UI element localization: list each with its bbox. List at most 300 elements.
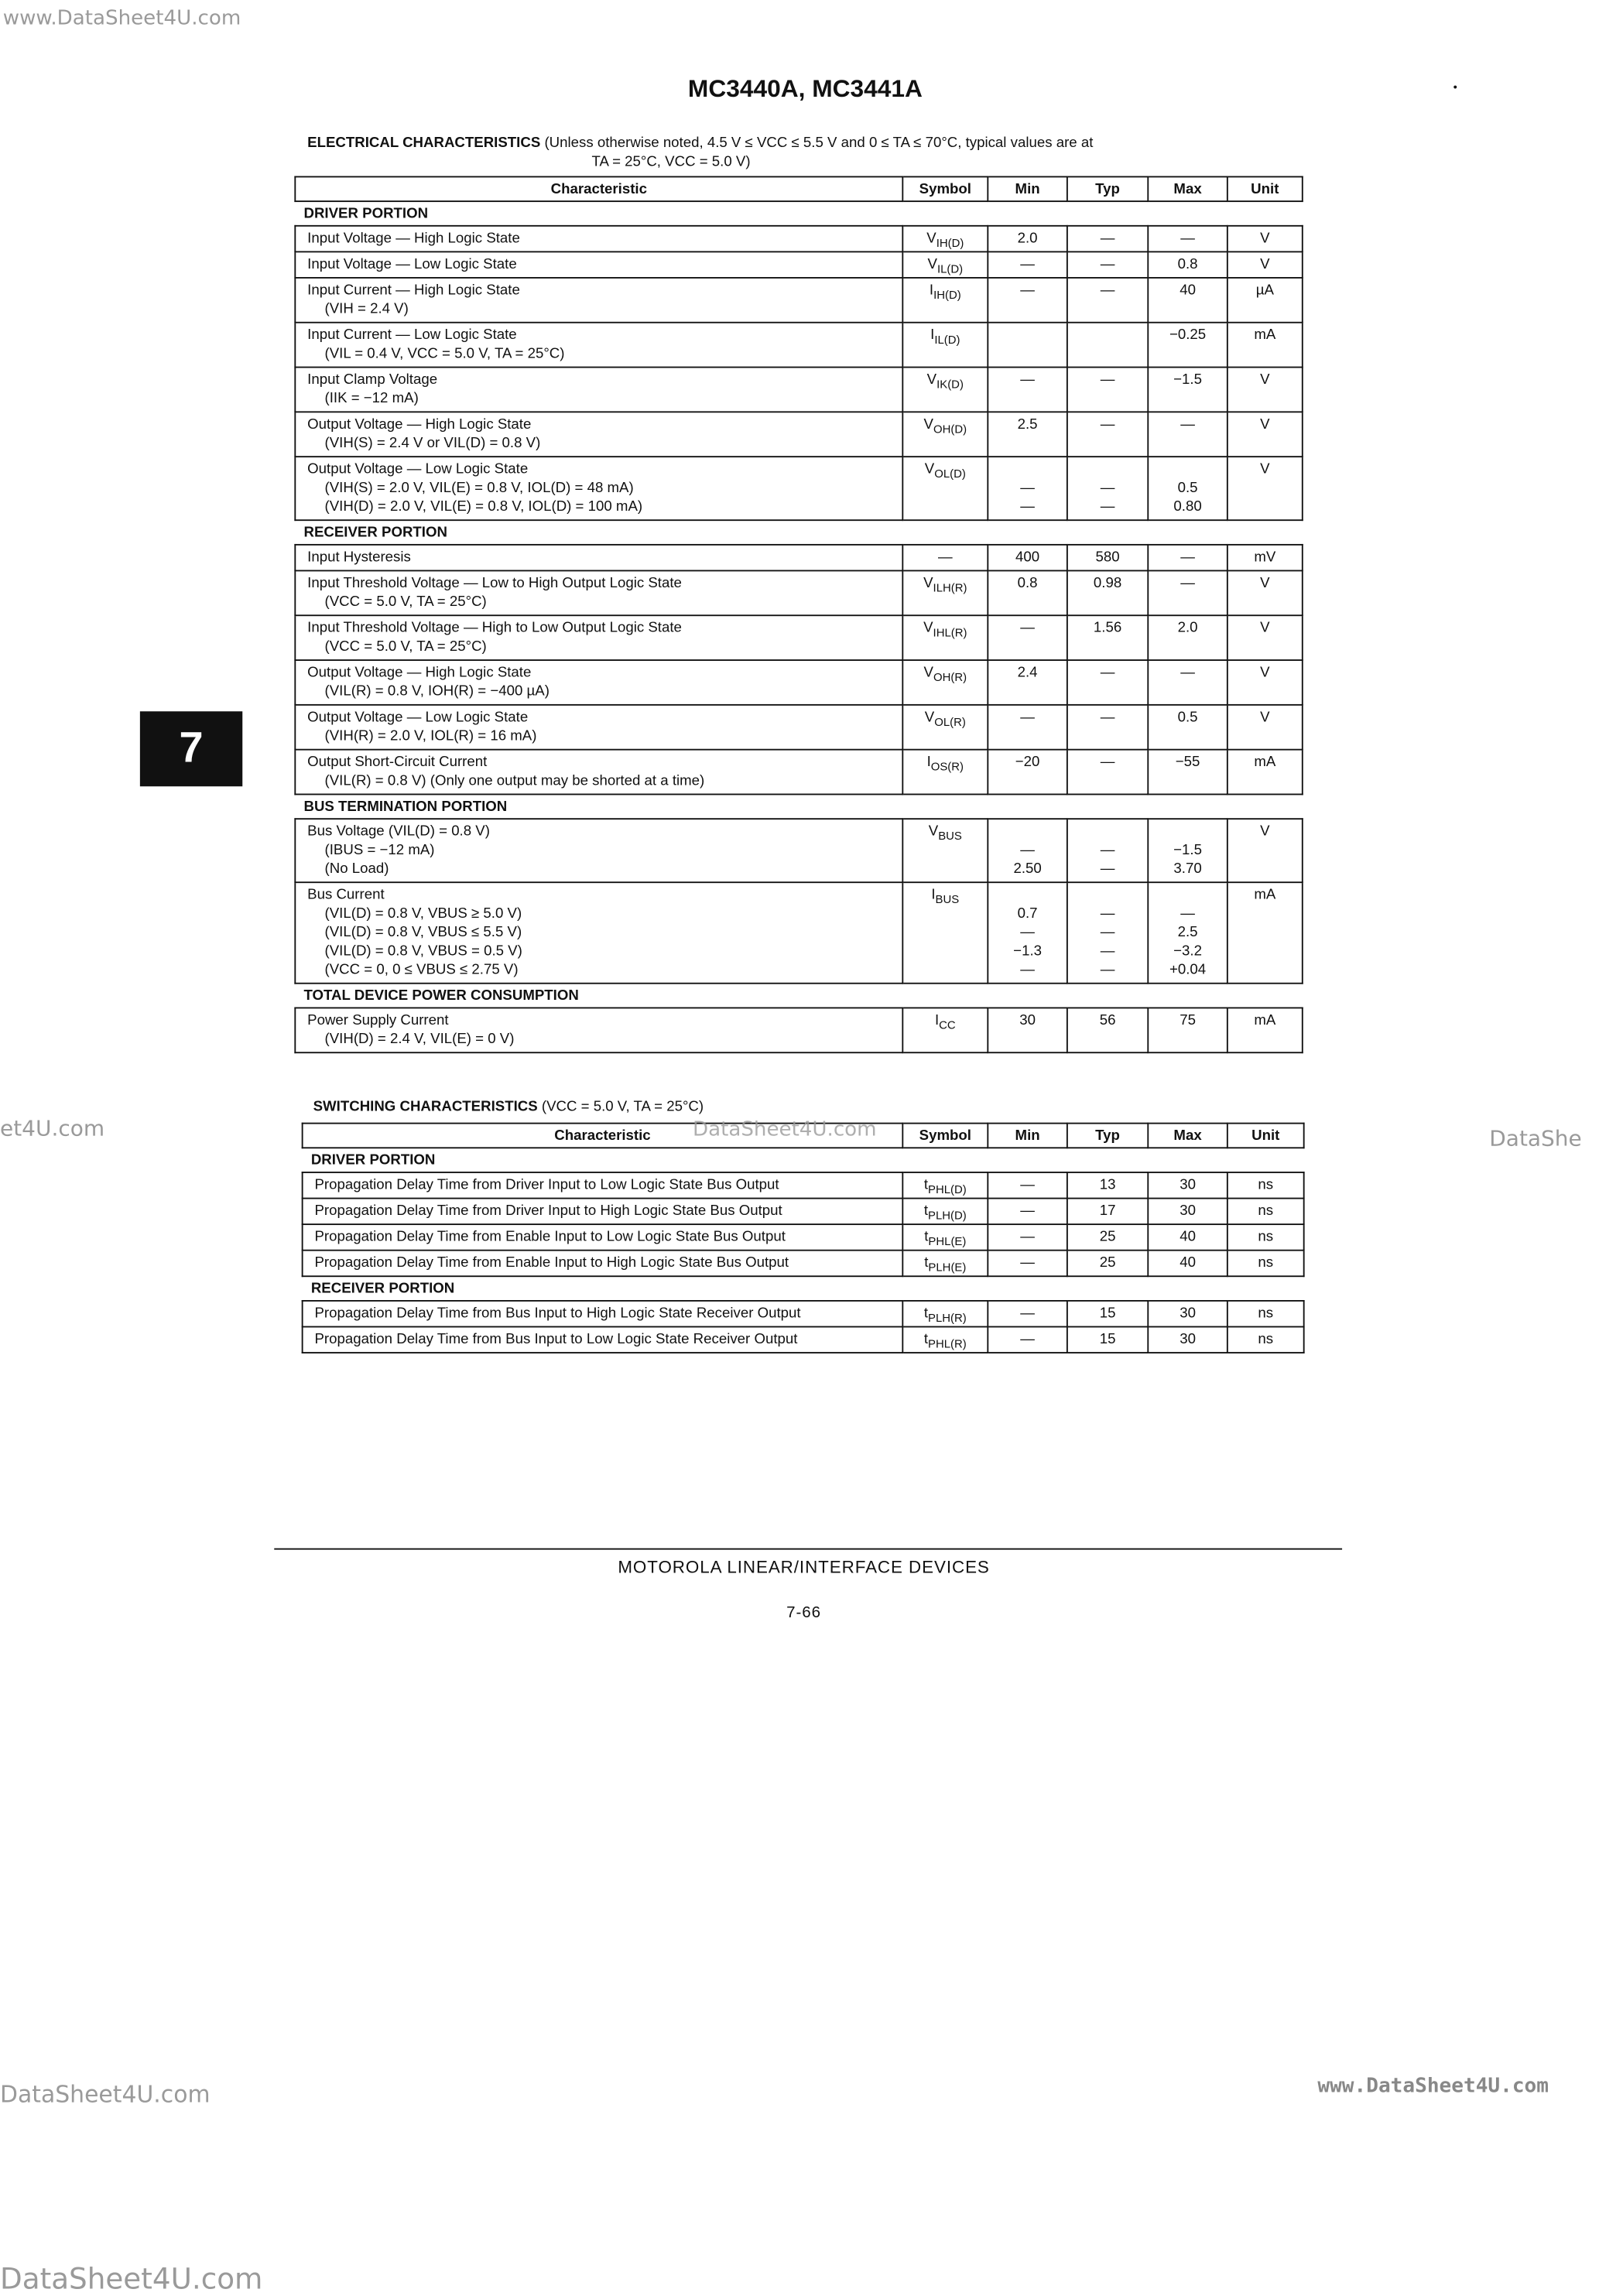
table-row [295,750,1302,795]
typ-value: — [1100,905,1115,922]
test-condition: (VIH(R) = 2.0 V, IOL(R) = 16 mA) [324,728,537,745]
max-value: — [1180,231,1195,247]
characteristic-cell [295,412,902,457]
symbol-base: I [931,887,936,904]
typ-cell [1067,1251,1148,1277]
column-header: Unit [1227,176,1303,201]
unit-cell: ns [1227,1199,1304,1225]
unit-cell: V [1227,457,1303,520]
symbol-cell [902,1224,988,1251]
typ-cell [1067,882,1148,984]
characteristic-name: Input Threshold Voltage — High to Low Output Logic State [307,620,682,637]
min-value [988,326,1067,344]
typ-cell [1067,1224,1148,1251]
characteristic-cell [295,457,902,520]
symbol-base: V [926,372,937,388]
max-value: 3.70 [1173,861,1202,878]
symbol-cell [902,570,988,615]
max-value: 40 [1180,282,1196,299]
symbol-base: t [924,1255,929,1271]
table-row [295,251,1302,278]
typ-cell [1067,705,1148,750]
min-value: — [1020,282,1035,299]
typ-value: — [1100,943,1115,960]
symbol-cell [902,1301,988,1327]
symbol-cell [902,819,988,882]
min-value: — [1020,710,1035,726]
max-cell [1148,660,1227,705]
typ-cell [1067,545,1148,571]
column-header: Symbol [902,1124,988,1148]
symbol-cell [902,545,988,571]
electrical-characteristics-table [294,176,1303,1053]
test-condition: (VIL(R) = 0.8 V) (Only one output may be shorted at a time) [324,773,705,789]
min-cell [988,278,1067,323]
symbol-subscript: OH(D) [933,423,967,436]
typ-value [1068,326,1148,344]
min-value: — [1020,1177,1035,1194]
column-header: Characteristic [303,1124,903,1148]
electrical-heading-note: (Unless otherwise noted, 4.5 V ≤ VCC ≤ 5.5 V and 0 ≤ TA ≤ 70°C, typical values are at [544,135,1094,152]
symbol-subscript: CC [939,1018,956,1032]
min-value: 400 [1015,549,1040,566]
min-value: — [1020,499,1035,515]
footer-publisher: MOTOROLA LINEAR/INTERFACE DEVICES [618,1556,990,1578]
max-value: −1.5 [1173,842,1202,859]
symbol-cell [902,1326,988,1353]
table-row [295,1008,1302,1052]
typ-cell [1067,1008,1148,1052]
symbol-base: V [924,461,935,478]
typ-cell [1067,226,1148,252]
section-label: RECEIVER PORTION [303,525,447,542]
symbol-base: t [923,1177,929,1194]
max-value: — [1180,549,1195,566]
max-cell [1148,457,1227,520]
test-condition: (VCC = 0, 0 ≤ VBUS ≤ 2.75 V) [324,962,519,979]
symbol-cell [902,226,988,252]
electrical-heading-note-2: TA = 25°C, VCC = 5.0 V) [591,154,751,171]
unit-cell: ns [1227,1224,1304,1251]
min-cell [988,1172,1067,1199]
symbol-subscript: PLH(R) [928,1311,967,1325]
min-value: — [1020,1229,1035,1246]
symbol-cell [902,412,988,457]
column-header: Typ [1067,176,1148,201]
symbol-subscript: IHL(R) [933,626,967,640]
min-cell [988,323,1067,368]
min-value: 0.7 [1017,905,1038,922]
unit-cell: mA [1227,882,1303,984]
column-header: Max [1148,176,1227,201]
min-value [988,823,1067,841]
typ-value: 25 [1099,1229,1116,1246]
max-cell [1148,323,1227,368]
symbol-base: V [923,620,933,637]
table-row [295,660,1302,705]
symbol-cell [902,882,988,984]
unit-cell: V [1227,705,1303,750]
characteristic-name: Input Voltage — Low Logic State [307,256,517,273]
unit-cell: mV [1227,545,1303,571]
characteristic-cell [295,226,902,252]
symbol-base: I [929,282,934,299]
symbol-cell [902,457,988,520]
typ-cell [1067,1326,1148,1353]
max-cell [1148,1251,1227,1277]
footer-page-number: 7-66 [786,1604,821,1622]
max-value: 2.0 [1177,620,1198,637]
symbol-cell [902,660,988,705]
typ-cell [1067,1199,1148,1225]
max-value: — [1180,416,1195,433]
min-value: — [1020,962,1035,979]
max-value: 0.5 [1177,480,1198,497]
max-value: 30 [1180,1332,1196,1348]
test-condition: (VIL = 0.4 V, VCC = 5.0 V, TA = 25°C) [324,346,565,363]
characteristic-name: Bus Current [307,887,385,904]
min-cell [988,251,1067,278]
unit-cell: V [1227,368,1303,412]
section-header-row [303,1276,1304,1301]
min-value: 2.5 [1017,416,1038,433]
symbol-subscript: BUS [935,893,960,906]
characteristic-cell [295,660,902,705]
unit-cell: ns [1227,1326,1304,1353]
symbol-base: I [930,327,935,344]
unit-cell: V [1227,819,1303,882]
characteristic-cell [303,1224,903,1251]
max-value: −3.2 [1173,943,1202,960]
max-value: +0.04 [1169,962,1207,979]
symbol-base: t [923,1203,929,1220]
symbol-subscript: OL(D) [934,467,966,481]
section-label: RECEIVER PORTION [310,1281,455,1298]
symbol-base: V [926,231,936,247]
symbol-base: t [923,1332,929,1348]
footer-rule [274,1548,1342,1550]
page-title: MC3440A, MC3441A [687,74,923,103]
max-value: — [1180,575,1195,592]
max-cell [1148,1326,1227,1353]
switching-heading-note: (VCC = 5.0 V, TA = 25°C) [541,1099,704,1116]
watermark-bottom-right: www.DataSheet4U.com [1317,2075,1549,2099]
min-cell [988,1251,1067,1277]
typ-value: 13 [1099,1177,1116,1194]
max-cell [1148,615,1227,660]
table-row [295,705,1302,750]
unit-cell: V [1227,226,1303,252]
unit-cell: V [1227,251,1303,278]
typ-value: 17 [1099,1203,1116,1220]
test-condition: (VIH(D) = 2.4 V, VIL(E) = 0 V) [324,1032,515,1048]
max-cell [1148,1172,1227,1199]
symbol-base: V [924,710,935,726]
min-value: — [1020,842,1035,859]
typ-cell [1067,368,1148,412]
max-cell [1148,882,1227,984]
min-cell [988,1224,1067,1251]
test-condition: (IBUS = −12 mA) [324,842,435,859]
min-value: 2.0 [1017,231,1038,247]
max-value: 30 [1180,1203,1196,1220]
section-header-row [295,984,1302,1008]
symbol-subscript: BUS [938,830,962,843]
symbol-subscript: ILH(R) [933,581,967,595]
watermark-top-left: www.DataSheet4U.com [2,7,241,31]
max-value [1149,886,1227,905]
section-label: DRIVER PORTION [303,206,429,223]
table-row [295,323,1302,368]
symbol-cell [902,750,988,795]
symbol-cell [902,1008,988,1052]
symbol-cell [902,323,988,368]
test-condition: (VIL(D) = 0.8 V, VBUS = 0.5 V) [324,943,522,960]
min-value: 30 [1019,1012,1036,1029]
typ-cell [1067,750,1148,795]
watermark-bottom-left: DataSheet4U.com [0,2080,211,2109]
table-row [295,278,1302,323]
symbol-base: I [934,1012,940,1029]
table-row [295,615,1302,660]
max-value: 0.5 [1177,710,1198,726]
column-header: Symbol [902,176,988,201]
typ-cell [1067,615,1148,660]
electrical-heading-title: ELECTRICAL CHARACTERISTICS [307,135,541,152]
typ-value [1068,460,1148,479]
unit-cell: mA [1227,323,1303,368]
min-value: — [1020,256,1035,273]
max-value: 75 [1180,1012,1196,1029]
column-header: Typ [1067,1124,1148,1148]
table-row [295,882,1302,984]
section-header-row [295,520,1302,545]
characteristic-name: Propagation Delay Time from Enable Input to High Logic State Bus Output [314,1255,789,1271]
characteristic-cell [295,1008,902,1052]
column-header: Min [988,176,1067,201]
unit-cell: V [1227,412,1303,457]
unit-cell: mA [1227,1008,1303,1052]
table-row [303,1199,1304,1225]
typ-value: — [1100,256,1115,273]
min-value: — [1020,1332,1035,1348]
characteristic-cell [303,1199,903,1225]
typ-value: 0.98 [1093,575,1122,592]
characteristic-cell [295,705,902,750]
symbol-subscript: IK(D) [936,378,964,392]
characteristic-cell [295,251,902,278]
switching-heading-title: SWITCHING CHARACTERISTICS [313,1099,538,1116]
max-value: 0.8 [1177,256,1198,273]
min-value: — [1020,480,1035,497]
unit-cell: mA [1227,750,1303,795]
characteristic-cell [295,819,902,882]
max-cell [1148,570,1227,615]
characteristic-name: Output Voltage — High Logic State [307,665,532,682]
symbol-cell [902,1251,988,1277]
symbol-subscript: PHL(D) [928,1182,967,1196]
max-value: 2.5 [1177,925,1198,941]
typ-value: 15 [1099,1305,1116,1322]
characteristic-cell [295,882,902,984]
table-row [295,226,1302,252]
characteristic-cell [295,368,902,412]
max-value: −1.5 [1173,372,1202,388]
symbol-subscript: IL(D) [934,333,960,347]
symbol-subscript: IH(D) [933,288,961,302]
table-row [295,412,1302,457]
section-tab: 7 [140,711,242,786]
test-condition: (VIH(D) = 2.0 V, VIL(E) = 0.8 V, IOL(D) = 100 mA) [324,499,643,515]
column-header: Unit [1227,1124,1304,1148]
max-value: — [1180,905,1195,922]
unit-cell: V [1227,615,1303,660]
column-header: Min [988,1124,1067,1148]
typ-value: — [1100,925,1115,941]
table-row [303,1251,1304,1277]
max-value: 0.80 [1173,499,1202,515]
typ-value: — [1100,416,1115,433]
min-value: — [1020,620,1035,637]
typ-value: — [1100,282,1115,299]
symbol-cell [902,278,988,323]
section-header-row [295,794,1302,819]
characteristic-cell [303,1301,903,1327]
characteristic-cell [303,1326,903,1353]
typ-cell [1067,323,1148,368]
min-value: −20 [1015,754,1040,771]
test-condition: (VIH = 2.4 V) [324,301,409,318]
typ-cell [1067,1301,1148,1327]
min-value: 2.50 [1013,861,1042,878]
max-cell [1148,412,1227,457]
unit-cell: V [1227,660,1303,705]
min-cell [988,660,1067,705]
table-header-row [295,176,1302,201]
column-header: Characteristic [295,176,902,201]
symbol-base: t [923,1305,929,1322]
typ-cell [1067,412,1148,457]
watermark-bottom-left-large: DataSheet4U.com [0,2260,263,2296]
test-condition: (IIK = −12 mA) [324,391,419,407]
test-condition: (VIH(S) = 2.4 V or VIL(D) = 0.8 V) [324,436,541,452]
characteristic-cell [295,545,902,571]
symbol-subscript: OS(R) [930,760,964,774]
typ-value: — [1100,231,1115,247]
dot-mark: • [1453,80,1457,94]
characteristic-name: Output Voltage — Low Logic State [307,710,529,726]
characteristic-name: Input Clamp Voltage [307,372,438,388]
max-value: 40 [1180,1229,1196,1246]
section-header-row [295,201,1302,226]
min-cell [988,750,1067,795]
max-value: −0.25 [1169,327,1207,344]
min-cell [988,1008,1067,1052]
min-value: 0.8 [1017,575,1038,592]
max-value: 30 [1180,1177,1196,1194]
max-value: 40 [1180,1255,1196,1271]
max-cell [1148,705,1227,750]
characteristic-cell [303,1172,903,1199]
test-condition: (VCC = 5.0 V, TA = 25°C) [324,639,487,655]
characteristic-name: Propagation Delay Time from Bus Input to Low Logic State Receiver Output [314,1332,798,1348]
min-cell [988,1199,1067,1225]
typ-value: — [1100,665,1115,682]
max-value: — [1180,665,1195,682]
symbol-subscript: PHL(R) [928,1337,967,1351]
min-cell [988,819,1067,882]
typ-value: — [1100,372,1115,388]
characteristic-cell [295,570,902,615]
test-condition: (VIL(R) = 0.8 V, IOH(R) = −400 µA) [324,683,550,700]
symbol-subscript: PLH(E) [928,1261,967,1275]
watermark-mid-center: DataSheet4U.com [693,1118,877,1141]
symbol-cell [902,615,988,660]
max-cell [1148,1224,1227,1251]
test-condition: (VIL(D) = 0.8 V, VBUS ≤ 5.5 V) [324,925,522,941]
symbol-base: — [937,549,953,566]
min-cell [988,1326,1067,1353]
max-cell [1148,1301,1227,1327]
min-value: — [1020,1255,1035,1271]
min-value [988,460,1067,479]
min-cell [988,545,1067,571]
max-cell [1148,819,1227,882]
typ-value: — [1100,861,1115,878]
typ-cell [1067,819,1148,882]
typ-cell [1067,278,1148,323]
typ-cell [1067,251,1148,278]
typ-value: 15 [1099,1332,1116,1348]
typ-cell [1067,1172,1148,1199]
max-cell [1148,368,1227,412]
watermark-mid-right: DataShe [1489,1125,1582,1151]
min-cell [988,368,1067,412]
symbol-cell [902,1172,988,1199]
min-cell [988,615,1067,660]
switching-characteristics-table [302,1123,1305,1353]
max-value [1149,823,1227,841]
characteristic-cell [295,750,902,795]
symbol-cell [902,251,988,278]
test-condition: (VIL(D) = 0.8 V, VBUS ≥ 5.0 V) [324,905,522,922]
symbol-base: V [923,416,933,433]
max-cell [1148,1008,1227,1052]
unit-cell: µA [1227,278,1303,323]
min-cell [988,570,1067,615]
typ-value: 580 [1095,549,1120,566]
max-cell [1148,750,1227,795]
table-row [303,1172,1304,1199]
min-cell [988,1301,1067,1327]
symbol-base: t [924,1229,929,1246]
characteristic-name: Input Current — Low Logic State [307,327,517,344]
min-value: — [1020,925,1035,941]
section-header-row [303,1148,1304,1172]
table-row [295,545,1302,571]
typ-value: 1.56 [1093,620,1122,637]
min-cell [988,882,1067,984]
typ-value: 56 [1099,1012,1116,1029]
electrical-heading [307,135,1093,152]
characteristic-name: Power Supply Current [307,1012,449,1029]
table-row [295,819,1302,882]
section-label: BUS TERMINATION PORTION [303,799,508,816]
typ-value: — [1100,480,1115,497]
min-cell [988,226,1067,252]
typ-value: — [1100,754,1115,771]
max-cell [1148,545,1227,571]
